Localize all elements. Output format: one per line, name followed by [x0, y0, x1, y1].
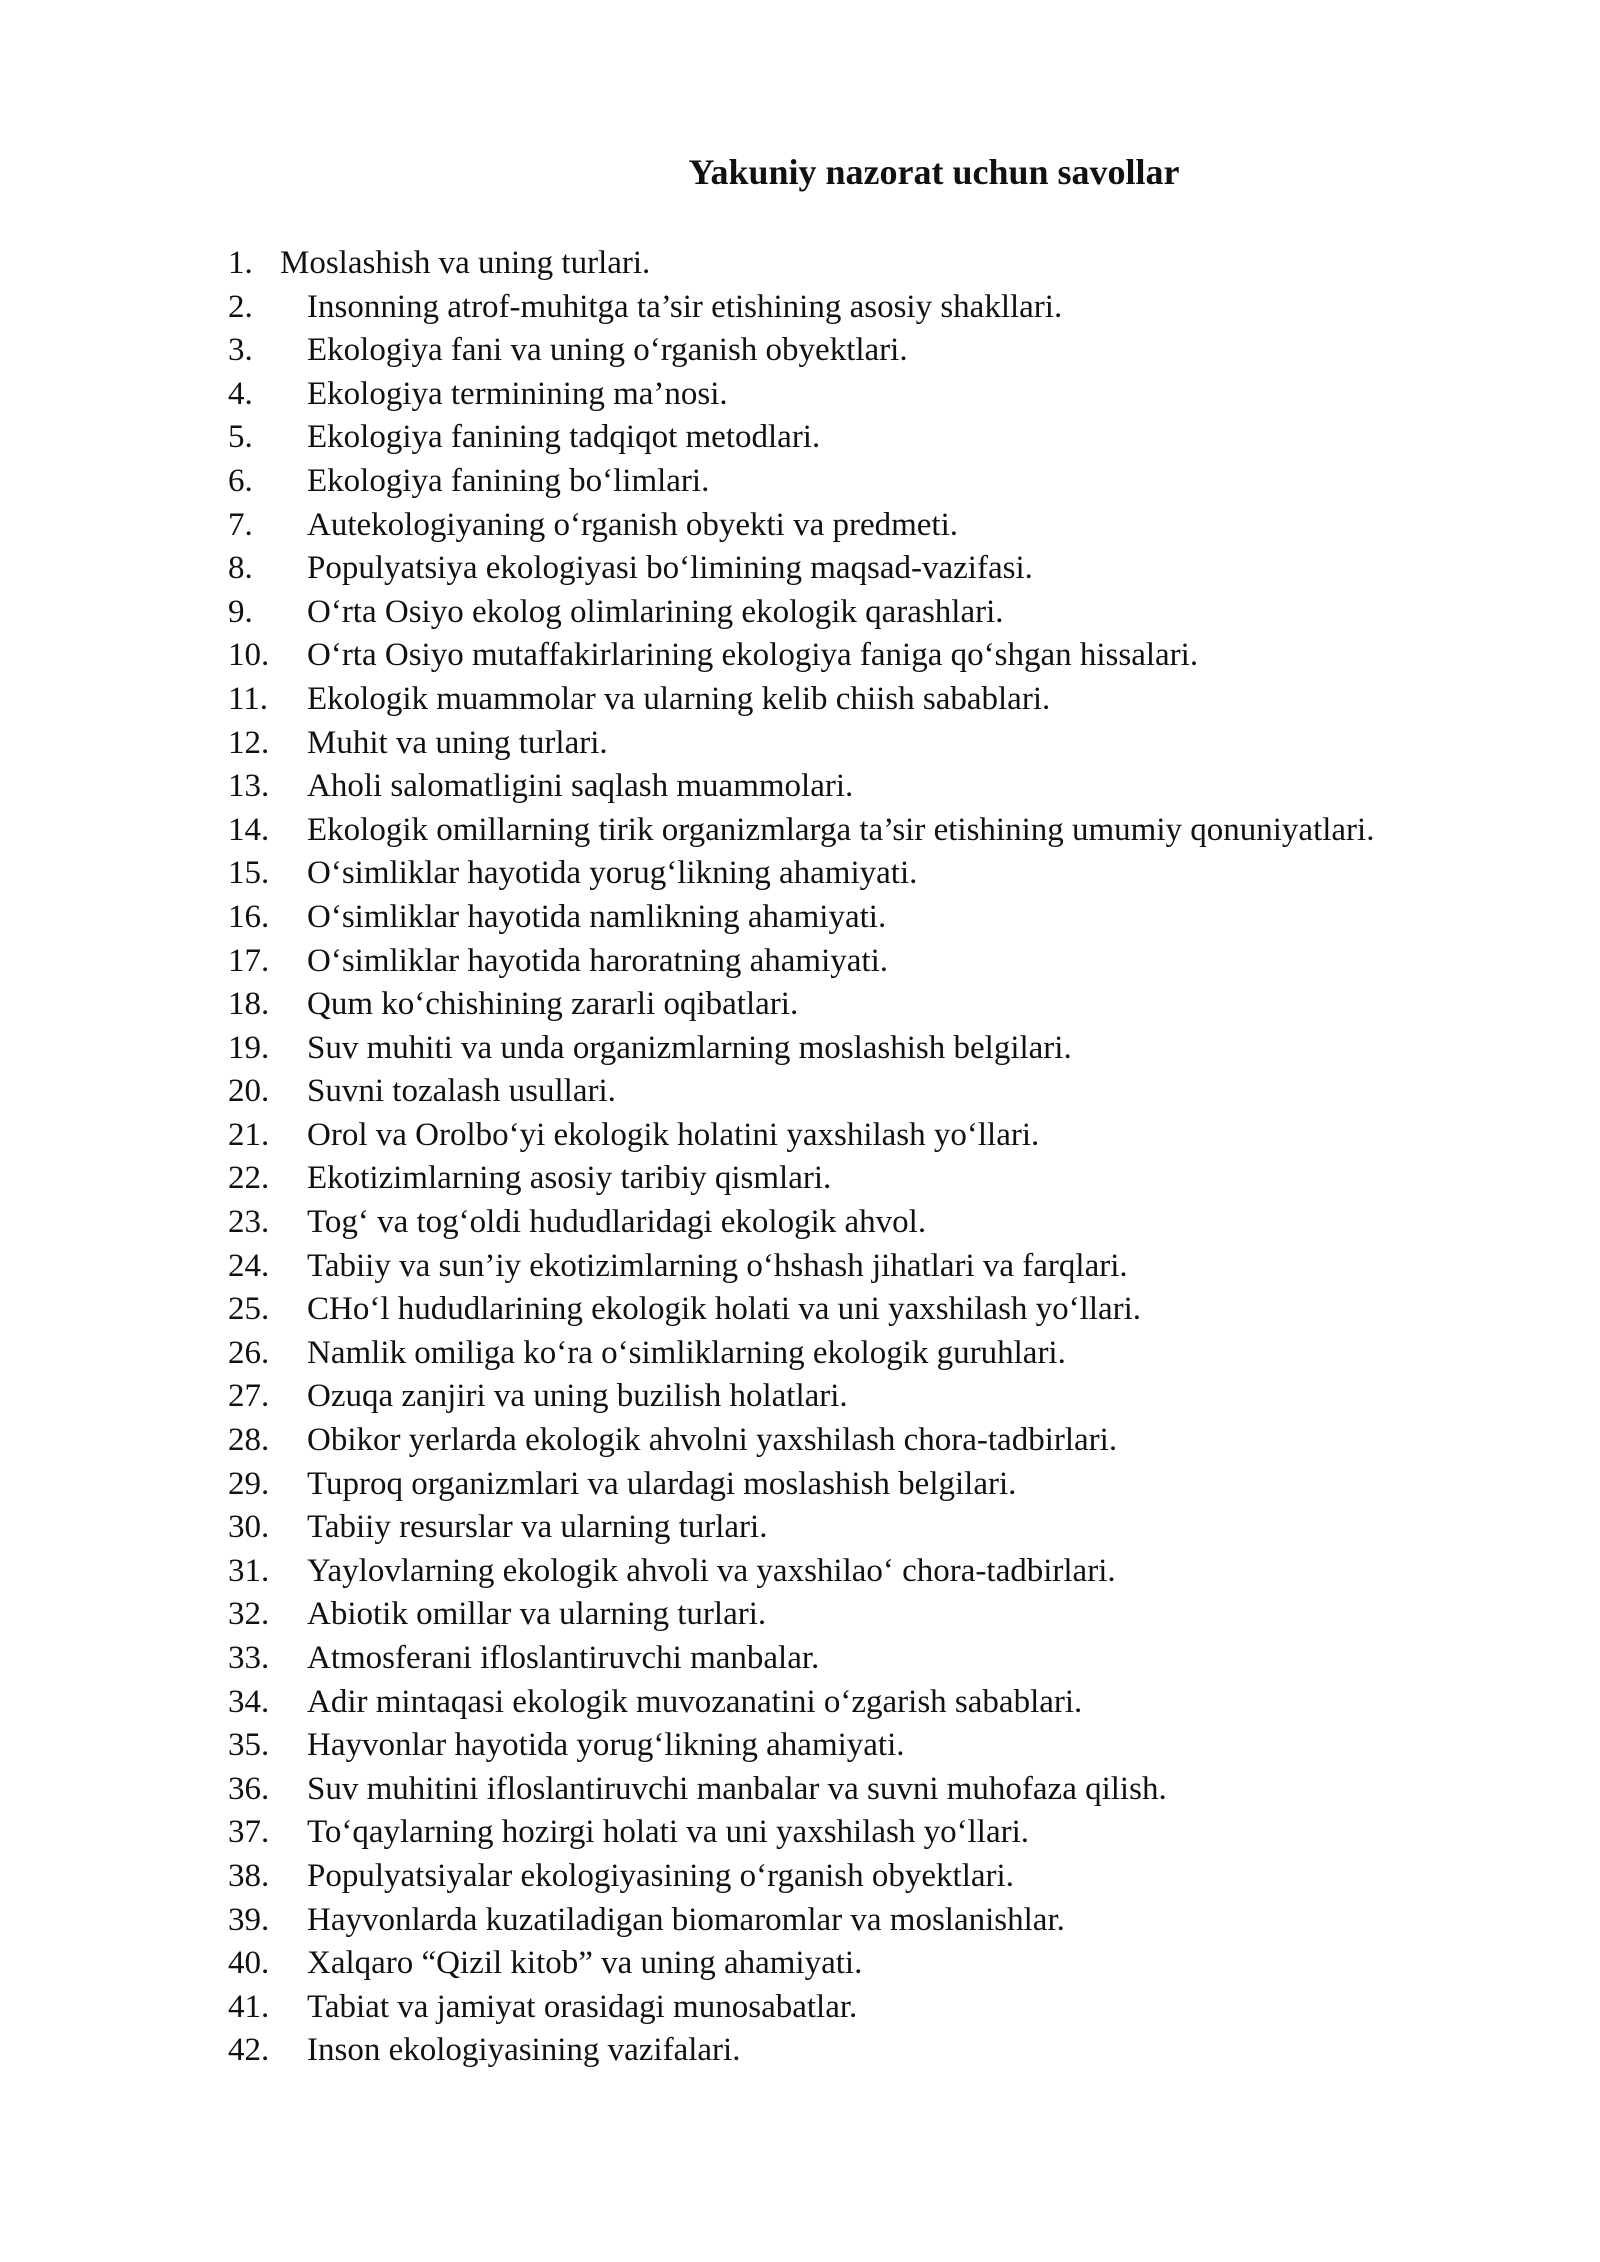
question-item	[228, 1201, 1378, 1245]
question-item	[228, 1506, 1378, 1550]
question-number: 7.	[228, 506, 253, 543]
question-number: 6.	[228, 462, 253, 499]
question-number: 20.	[228, 1073, 270, 1110]
question-item	[228, 1027, 1378, 1071]
question-text: Autekologiyaning o‘rganish obyekti va predmeti.	[307, 506, 959, 543]
question-text: Ekologiya fanining tadqiqot metodlari.	[307, 419, 821, 456]
question-text: Xalqaro “Qizil kitob” va uning ahamiyati.	[307, 1945, 863, 1982]
question-text: Namlik omiliga ko‘ra o‘simliklarning ekologik guruhlari.	[307, 1334, 1066, 1371]
question-text: Abiotik omillar va ularning turlari.	[307, 1596, 767, 1633]
question-item	[228, 765, 1378, 809]
question-text: Ekotizimlarning asosiy taribiy qismlari.	[307, 1160, 832, 1197]
question-list	[228, 242, 1378, 2073]
question-text: Suv muhiti va unda organizmlarning moslashish belgilari.	[307, 1029, 1072, 1066]
question-text: Aholi salomatligini saqlash muammolari.	[307, 768, 854, 805]
question-item	[228, 1724, 1378, 1768]
question-number: 9.	[228, 593, 253, 630]
question-number: 35.	[228, 1727, 270, 1764]
question-item	[228, 504, 1378, 548]
question-item	[228, 1114, 1378, 1158]
question-text: Atmosferani ifloslantiruvchi manbalar.	[307, 1640, 820, 1676]
question-number: 38.	[228, 1857, 270, 1894]
question-item	[228, 416, 1378, 460]
question-item	[228, 591, 1378, 635]
question-text: Hayvonlar hayotida yorug‘likning ahamiyati.	[307, 1727, 905, 1764]
question-text: Orol va Orolbo‘yi ekologik holatini yaxshilash yo‘llari.	[307, 1116, 1040, 1153]
question-item	[228, 1855, 1378, 1899]
question-number: 31.	[228, 1552, 270, 1589]
question-text: Insonning atrof-muhitga ta’sir etishining asosiy shakllari.	[307, 288, 1063, 325]
question-number: 12.	[228, 724, 270, 761]
question-item	[228, 1550, 1378, 1594]
question-item	[228, 1157, 1378, 1201]
document-title: Yakuniy nazorat uchun savollar	[688, 152, 1180, 192]
question-item	[228, 1681, 1378, 1725]
question-text: Hayvonlarda kuzatiladigan biomaromlar va moslanishlar.	[307, 1901, 1065, 1938]
question-text: O‘rta Osiyo ekolog olimlarining ekologik qarashlari.	[307, 593, 1004, 630]
question-item	[228, 678, 1378, 722]
question-text: Ekologik omillarning tirik organizmlarga ta’sir etishining umumiy qonuniyatlari.	[307, 811, 1375, 848]
question-number: 34.	[228, 1683, 270, 1720]
question-text: Qum ko‘chishining zararli oqibatlari.	[307, 986, 799, 1023]
question-number: 21.	[228, 1116, 270, 1153]
question-item	[228, 1419, 1378, 1463]
question-text: Suv muhitini ifloslantiruvchi manbalar va suvni muhofaza qilish.	[307, 1770, 1167, 1807]
question-item	[228, 460, 1378, 504]
question-text: O‘simliklar hayotida haroratning ahamiyati.	[307, 942, 888, 979]
question-number: 2.	[228, 288, 253, 325]
question-item	[228, 286, 1378, 330]
question-text: Tabiiy va sun’iy ekotizimlarning o‘hshash jihatlari va farqlari.	[307, 1247, 1128, 1284]
question-number: 40.	[228, 1945, 270, 1982]
question-text: O‘rta Osiyo mutaffakirlarining ekologiya faniga qo‘shgan hissalari.	[307, 637, 1199, 674]
question-text: Obikor yerlarda ekologik ahvolni yaxshilash chora-tadbirlari.	[307, 1422, 1118, 1459]
question-item	[228, 634, 1378, 678]
question-number: 18.	[228, 986, 270, 1023]
question-number: 32.	[228, 1596, 270, 1633]
question-item	[228, 1288, 1378, 1332]
question-item	[228, 1070, 1378, 1114]
question-number: 36.	[228, 1770, 270, 1807]
question-item	[228, 1245, 1378, 1289]
question-text: Populyatsiya ekologiyasi bo‘limining maqsad-vazifasi.	[307, 550, 1033, 587]
question-number: 15.	[228, 855, 270, 892]
question-text: Tuproq organizmlari va ulardagi moslashish belgilari.	[307, 1465, 1017, 1502]
question-text: Tog‘ va tog‘oldi hududlaridagi ekologik ahvol.	[307, 1204, 927, 1241]
question-item	[228, 242, 1378, 286]
question-text: Inson ekologiyasining vazifalari.	[307, 2032, 741, 2069]
question-item	[228, 547, 1378, 591]
question-number: 33.	[228, 1640, 270, 1676]
question-text: Populyatsiyalar ekologiyasining o‘rganish obyektlari.	[307, 1857, 1014, 1894]
question-item	[228, 722, 1378, 766]
question-text: Ozuqa zanjiri va uning buzilish holatlari.	[307, 1378, 848, 1415]
question-number: 29.	[228, 1465, 270, 1502]
question-item	[228, 1637, 1378, 1681]
question-text: Ekologiya fani va uning o‘rganish obyektlari.	[307, 332, 908, 369]
question-number: 13.	[228, 768, 270, 805]
question-item	[228, 1986, 1378, 2030]
question-text: Tabiat va jamiyat orasidagi munosabatlar.	[307, 1988, 858, 2025]
question-text: Tabiiy resurslar va ularning turlari.	[307, 1509, 768, 1546]
question-item	[228, 896, 1378, 940]
question-number: 41.	[228, 1988, 270, 2025]
question-number: 26.	[228, 1334, 270, 1371]
question-number: 39.	[228, 1901, 270, 1938]
question-number: 25.	[228, 1291, 270, 1328]
question-text: Adir mintaqasi ekologik muvozanatini o‘zgarish sabablari.	[307, 1683, 1083, 1720]
question-number: 10.	[228, 637, 270, 674]
question-item	[228, 809, 1378, 853]
question-text: Muhit va uning turlari.	[307, 724, 608, 761]
question-item	[228, 983, 1378, 1027]
question-item	[228, 1899, 1378, 1943]
question-text: Yaylovlarning ekologik ahvoli va yaxshilao‘ chora-tadbirlari.	[307, 1552, 1116, 1589]
question-number: 22.	[228, 1160, 270, 1197]
question-number: 23.	[228, 1204, 270, 1241]
question-number: 30.	[228, 1509, 270, 1546]
question-item	[228, 1768, 1378, 1812]
question-number: 11.	[228, 680, 269, 717]
question-text: O‘simliklar hayotida yorug‘likning ahamiyati.	[307, 855, 918, 892]
question-text: Moslashish va uning turlari.	[280, 245, 651, 281]
question-text: Ekologik muammolar va ularning kelib chiish sabablari.	[307, 680, 1051, 717]
question-number: 19.	[228, 1029, 270, 1066]
question-number: 5.	[228, 419, 253, 456]
question-number: 17.	[228, 942, 270, 979]
question-number: 4.	[228, 375, 253, 412]
question-number: 1.	[228, 245, 253, 281]
question-text: Ekologiya terminining ma’nosi.	[307, 375, 728, 412]
question-number: 14.	[228, 811, 270, 848]
question-number: 8.	[228, 550, 253, 587]
question-item	[228, 940, 1378, 984]
question-item	[228, 1463, 1378, 1507]
question-number: 42.	[228, 2032, 270, 2069]
question-item	[228, 373, 1378, 417]
question-item	[228, 1332, 1378, 1376]
question-number: 3.	[228, 332, 253, 369]
question-item	[228, 1593, 1378, 1637]
question-item	[228, 1375, 1378, 1419]
question-item	[228, 1811, 1378, 1855]
question-item	[228, 852, 1378, 896]
question-text: CHo‘l hududlarining ekologik holati va uni yaxshilash yo‘llari.	[307, 1291, 1142, 1328]
question-item	[228, 2029, 1378, 2073]
question-number: 27.	[228, 1378, 270, 1415]
question-number: 28.	[228, 1422, 270, 1459]
question-number: 16.	[228, 898, 270, 935]
question-text: Ekologiya fanining bo‘limlari.	[307, 462, 710, 499]
question-item	[228, 329, 1378, 373]
question-text: O‘simliklar hayotida namlikning ahamiyati.	[307, 898, 887, 935]
question-number: 37.	[228, 1814, 270, 1851]
question-text: Suvni tozalash usullari.	[307, 1073, 616, 1110]
question-text: To‘qaylarning hozirgi holati va uni yaxshilash yo‘llari.	[307, 1814, 1030, 1851]
question-item	[228, 1942, 1378, 1986]
question-number: 24.	[228, 1247, 270, 1284]
